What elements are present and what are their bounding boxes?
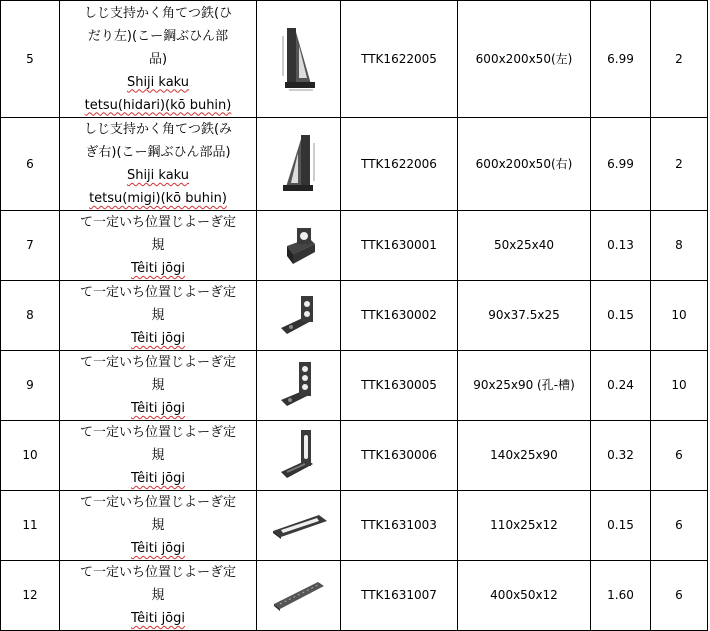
name-romaji-line: Têiti jōgi [131, 401, 185, 416]
part-code: TTK1622005 [341, 1, 458, 118]
part-image [257, 211, 341, 281]
part-price: 0.15 [591, 281, 651, 351]
part-name [60, 561, 257, 631]
part-size: 50x25x40 [458, 211, 591, 281]
part-image [257, 351, 341, 421]
right-support-angle-icon [281, 133, 317, 195]
name-jp-line: 規 [151, 588, 165, 603]
table-row [1, 351, 708, 421]
part-image [257, 281, 341, 351]
row-number: 5 [1, 1, 60, 118]
row-number: 9 [1, 351, 60, 421]
part-qty: 6 [651, 421, 708, 491]
part-qty: 2 [651, 1, 708, 118]
name-jp-line: ぎ右)(こー鋼ぶひん部品) [85, 145, 231, 160]
row-number: 7 [1, 211, 60, 281]
table-row [1, 1, 708, 118]
part-name [60, 118, 257, 211]
row-number: 12 [1, 561, 60, 631]
name-jp-line: 規 [151, 308, 165, 323]
long-bar-icon [272, 578, 326, 614]
part-code: TTK1630005 [341, 351, 458, 421]
locating-block-icon [279, 224, 319, 268]
name-romaji-line: Têiti jōgi [131, 261, 185, 276]
part-code: TTK1630001 [341, 211, 458, 281]
part-qty: 2 [651, 118, 708, 211]
part-size: 90x25x90 (孔-槽) [458, 351, 591, 421]
part-price: 0.24 [591, 351, 651, 421]
name-romaji-line: Têiti jōgi [131, 471, 185, 486]
name-romaji-line: Shiji kaku [126, 168, 190, 183]
part-price: 1.60 [591, 561, 651, 631]
name-romaji-line: Shiji kaku [126, 74, 190, 90]
part-name [60, 491, 257, 561]
part-code: TTK1631007 [341, 561, 458, 631]
name-jp-line: て一定いち位置じよーぎ定 [79, 355, 236, 370]
part-size: 90x37.5x25 [458, 281, 591, 351]
slotted-bar-icon [269, 511, 329, 541]
name-jp-line: 規 [151, 378, 165, 393]
name-romaji-line: Têiti jōgi [131, 331, 185, 346]
table-row [1, 281, 708, 351]
part-price: 6.99 [591, 118, 651, 211]
part-qty: 10 [651, 281, 708, 351]
part-size: 600x200x50(右) [458, 118, 591, 211]
part-name [60, 281, 257, 351]
part-code: TTK1630002 [341, 281, 458, 351]
name-romaji-line: tetsu(hidari)(kō buhin) [84, 97, 232, 113]
part-price: 0.32 [591, 421, 651, 491]
table-row [1, 118, 708, 211]
name-jp-line: 品) [148, 51, 168, 67]
name-jp-line: て一定いち位置じよーぎ定 [79, 285, 236, 300]
name-jp-line: て一定いち位置じよーぎ定 [79, 495, 236, 510]
part-image [257, 491, 341, 561]
row-number: 6 [1, 118, 60, 211]
name-jp-line: て一定いち位置じよーぎ定 [79, 565, 236, 580]
table-row [1, 491, 708, 561]
name-jp-line: 規 [151, 238, 165, 253]
name-romaji-line: tetsu(migi)(kō buhin) [89, 191, 227, 206]
part-size: 110x25x12 [458, 491, 591, 561]
name-jp-line: 規 [151, 518, 165, 533]
part-name [60, 1, 257, 118]
part-image [257, 118, 341, 211]
angle-gauge-holes-icon [277, 360, 321, 412]
name-jp-line: 規 [151, 448, 165, 463]
part-qty: 6 [651, 561, 708, 631]
name-jp-line: て一定いち位置じよーぎ定 [79, 425, 236, 440]
table-row [1, 421, 708, 491]
part-size: 600x200x50(左) [458, 1, 591, 118]
part-price: 0.13 [591, 211, 651, 281]
part-code: TTK1630006 [341, 421, 458, 491]
angle-gauge-small-icon [277, 292, 321, 340]
part-qty: 8 [651, 211, 708, 281]
part-price: 0.15 [591, 491, 651, 561]
part-code: TTK1622006 [341, 118, 458, 211]
row-number: 8 [1, 281, 60, 351]
part-image [257, 561, 341, 631]
left-support-angle-icon [281, 26, 317, 92]
part-image [257, 1, 341, 118]
name-romaji-line: Têiti jōgi [131, 611, 185, 626]
part-qty: 10 [651, 351, 708, 421]
angle-gauge-slot-icon [277, 428, 321, 484]
row-number: 11 [1, 491, 60, 561]
name-jp-line: しじ支持かく角てつ鉄(み [83, 122, 233, 137]
name-romaji-line: Têiti jōgi [131, 541, 185, 556]
part-price: 6.99 [591, 1, 651, 118]
table-row [1, 211, 708, 281]
table-row [1, 561, 708, 631]
part-qty: 6 [651, 491, 708, 561]
part-image [257, 421, 341, 491]
name-jp-line: しじ支持かく角てつ鉄(ひ [83, 5, 233, 21]
part-name [60, 211, 257, 281]
part-name [60, 351, 257, 421]
row-number: 10 [1, 421, 60, 491]
part-size: 140x25x90 [458, 421, 591, 491]
name-jp-line: て一定いち位置じよーぎ定 [79, 215, 236, 230]
part-code: TTK1631003 [341, 491, 458, 561]
part-size: 400x50x12 [458, 561, 591, 631]
part-name [60, 421, 257, 491]
name-jp-line: だり左)(こー鋼ぶひん部 [87, 28, 229, 44]
